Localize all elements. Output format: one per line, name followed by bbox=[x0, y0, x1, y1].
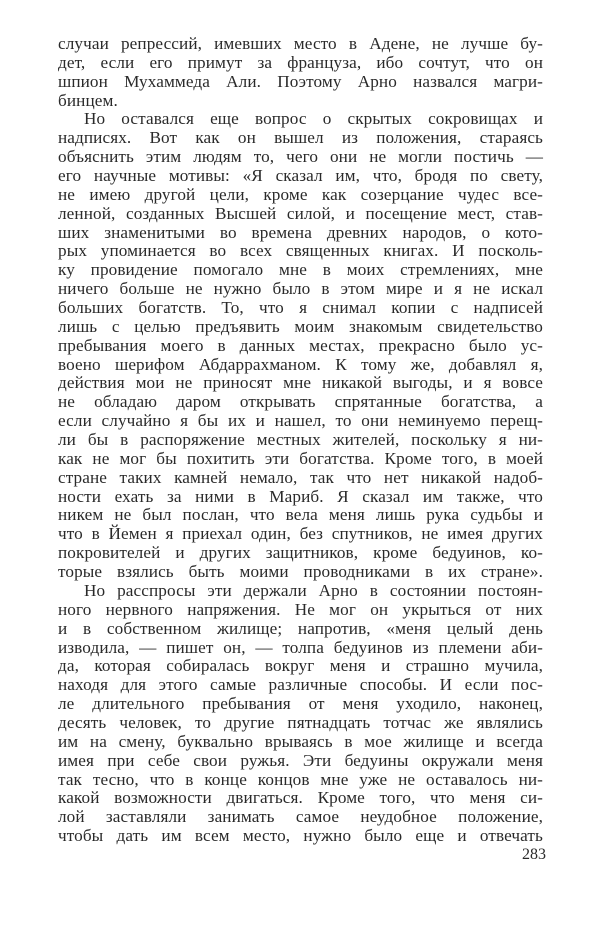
text-line: находя для этого самые различные способы. И если пос- bbox=[58, 675, 543, 695]
text-line: действия мои не приносят мне никакой выгоды, и я вовсе bbox=[58, 373, 543, 393]
text-line: случаи репрессий, имевших место в Адене, не лучше бу- bbox=[58, 34, 543, 53]
text-line: как не мог бы похитить эти богатства. Кроме того, в моей bbox=[58, 448, 543, 468]
text-line: да, которая собиралась вокруг меня и страшно мучила, bbox=[58, 656, 543, 676]
text-line: бинцем. bbox=[58, 90, 118, 110]
text-line: воено шерифом Абдаррахманом. К тому же, добавлял я, bbox=[58, 354, 543, 374]
text-line: Но оставался еще вопрос о скрытых сокровищах и bbox=[84, 109, 543, 129]
text-line: больших богатств. То, что я снимал копии с надписей bbox=[58, 298, 543, 318]
text-line: ку провидение помогало мне в моих стремлениях, мне bbox=[58, 260, 543, 280]
page-body bbox=[58, 35, 543, 846]
text-line: никем не был послан, что вела меня лишь рука судьбы и bbox=[58, 505, 543, 525]
text-line: какой возможности двигаться. Кроме того, что меня си- bbox=[58, 788, 543, 808]
text-line: так тесно, что в конце концов мне уже не оставалось ни- bbox=[58, 769, 543, 789]
text-line: что в Йемен я приехал один, без спутников, не имея других bbox=[58, 524, 543, 544]
text-line: чтобы дать им всем место, нужно было еще и отвечать bbox=[58, 826, 543, 846]
text-line: лой заставляли занимать самое неудобное положение, bbox=[58, 807, 543, 827]
text-line: не обладаю даром открывать спрятанные богатства, а bbox=[58, 392, 543, 412]
text-line: торые взялись быть моими проводниками в их стране». bbox=[58, 562, 543, 582]
paragraph bbox=[58, 582, 543, 846]
text-line: покровителей и других защитников, кроме бедуинов, ко- bbox=[58, 543, 543, 563]
paragraph bbox=[58, 110, 543, 581]
text-line: и в собственном жилище; напротив, «меня целый день bbox=[58, 618, 543, 638]
text-line: дет, если его примут за француза, ибо сочтут, что он bbox=[58, 52, 543, 72]
text-line: ничего больше не нужно было в этом мире и я не искал bbox=[58, 279, 543, 299]
text-line: изводила, — пишет он, — толпа бедуинов из племени аби- bbox=[58, 637, 543, 657]
text-line: объяснить этим людям то, чего они не могли постичь — bbox=[58, 147, 543, 167]
text-line: десять человек, то другие пятнадцать тотчас же являлись bbox=[58, 712, 543, 732]
text-line: ле длительного пребывания от меня уходило, наконец, bbox=[58, 694, 543, 714]
text-line: стране таких камней немало, так что нет никакой надоб- bbox=[58, 467, 543, 487]
text-line: пребывания моего в данных местах, прекрасно было ус- bbox=[58, 335, 543, 355]
text-line: Но расспросы эти держали Арно в состоянии постоян- bbox=[84, 580, 543, 600]
text-line: ших знаменитыми во времена древних народов, о кото- bbox=[58, 222, 543, 242]
text-line: если случайно я бы их и нашел, то они неминуемо перещ- bbox=[58, 411, 543, 431]
paragraph bbox=[58, 35, 543, 110]
text-line: ленной, созданных Высшей силой, и посещение мест, став- bbox=[58, 203, 543, 223]
page-number: 283 bbox=[522, 846, 546, 863]
text-line: его научные мотивы: «Я сказал им, что, бродя по свету, bbox=[58, 166, 543, 186]
text-line: ли бы в распоряжение местных жителей, поскольку я ни- bbox=[58, 430, 543, 450]
text-line: не имею другой цели, кроме как созерцание чудес все- bbox=[58, 184, 543, 204]
text-line: рых упоминается во всех священных книгах. И посколь- bbox=[58, 241, 543, 261]
text-line: им на смену, буквально врываясь в мое жилище и всегда bbox=[58, 731, 543, 751]
text-line: надписях. Вот как он вышел из положения, стараясь bbox=[58, 128, 543, 148]
text-line: ности ехать за ними в Мариб. Я сказал им также, что bbox=[58, 486, 543, 506]
text-line: ного нервного напряжения. Не мог он укрыться от них bbox=[58, 599, 543, 619]
text-line: шпион Мухаммеда Али. Поэтому Арно назвался магри- bbox=[58, 71, 543, 91]
text-line: имея при себе свои ружья. Эти бедуины окружали меня bbox=[58, 750, 543, 770]
text-line: лишь с целью предъявить моим знакомым свидетельство bbox=[58, 316, 543, 336]
